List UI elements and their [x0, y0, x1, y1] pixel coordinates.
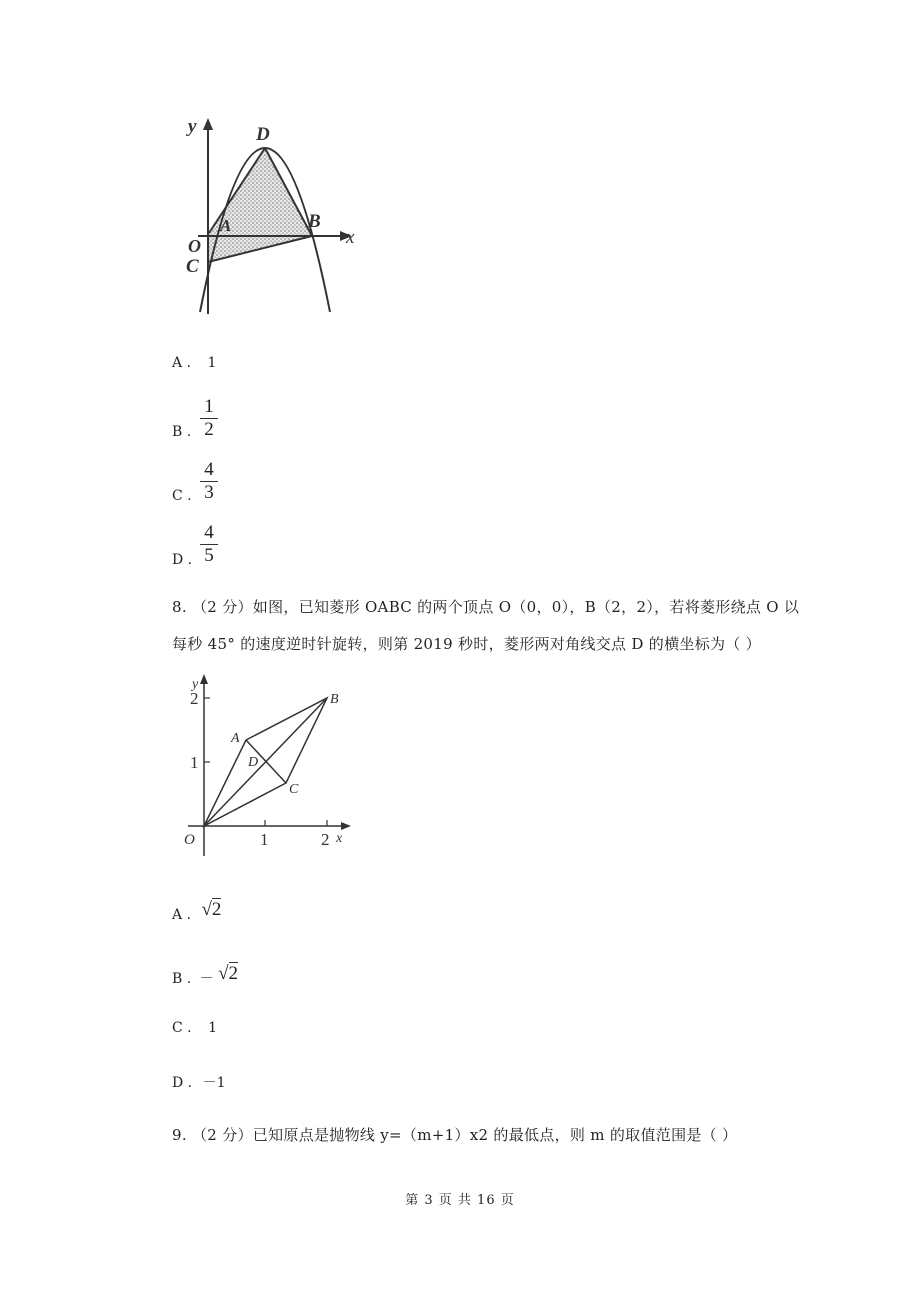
option-value: －1 — [202, 1075, 226, 1091]
label-x: x — [336, 831, 343, 846]
q7-option-b[interactable] — [172, 424, 191, 440]
option-value: 1 — [207, 355, 217, 371]
label-b: B — [308, 211, 321, 232]
label-o: O — [188, 236, 201, 256]
minus-sign: － — [199, 971, 214, 987]
label-a: A — [231, 731, 240, 746]
label-x: x — [346, 227, 355, 248]
sqrt-two — [218, 963, 238, 984]
label-y: y — [192, 677, 199, 692]
option-letter: A . — [172, 907, 192, 923]
label-y1: 1 — [190, 753, 199, 772]
label-b: B — [330, 692, 339, 707]
radicand: 2 — [228, 963, 239, 984]
q8-line-2: 每秒 45° 的速度逆时针旋转，则第 2019 秒时，菱形两对角线交点 D 的横坐标为（ ） — [172, 635, 761, 653]
label-c: C — [186, 256, 199, 277]
figure-rhombus — [170, 668, 360, 860]
y-axis-arrow — [203, 118, 213, 130]
sqrt-two — [201, 899, 221, 920]
q8-option-b[interactable] — [172, 963, 239, 989]
fraction-numerator: 4 — [204, 522, 214, 543]
label-d: D — [248, 755, 259, 770]
label-c: C — [289, 782, 299, 797]
fraction-denominator: 5 — [204, 545, 214, 566]
x-axis-arrow — [341, 822, 351, 830]
option-letter: C . — [172, 488, 192, 504]
q7-option-d[interactable] — [172, 552, 192, 568]
label-x1: 1 — [260, 830, 269, 849]
q7-option-a[interactable] — [172, 355, 216, 371]
label-y: y — [188, 116, 197, 137]
fraction-numerator: 4 — [204, 459, 214, 480]
q7-option-c[interactable] — [172, 488, 192, 504]
label-x2: 2 — [321, 830, 330, 849]
label-o: O — [184, 832, 195, 848]
option-letter: B . — [172, 971, 192, 987]
label-d: D — [256, 124, 270, 145]
q8-option-d[interactable] — [172, 1072, 226, 1092]
radicand: 2 — [211, 899, 222, 920]
fraction-one-half — [200, 397, 218, 440]
fraction-denominator: 3 — [204, 482, 214, 503]
q8-option-c[interactable] — [172, 1020, 217, 1036]
radical-sign: √ — [201, 899, 212, 920]
q8-line-1: 8. （2 分）如图，已知菱形 OABC 的两个顶点 O（0，0），B（2，2），若将菱形绕点 O 以 — [172, 598, 800, 616]
option-letter: B . — [172, 424, 192, 440]
radical-sign: √ — [218, 963, 229, 984]
q9-text: 9. （2 分）已知原点是抛物线 y=（m+1）x2 的最低点，则 m 的取值范围是（ ） — [172, 1126, 738, 1144]
fraction-four-thirds — [200, 460, 218, 503]
option-letter: C . — [172, 1020, 192, 1036]
option-letter: A . — [172, 355, 192, 371]
fraction-four-fifths — [200, 523, 218, 566]
label-a: A — [220, 216, 232, 235]
option-letter: D . — [172, 1075, 193, 1091]
q8-option-a[interactable] — [172, 899, 222, 925]
option-letter: D . — [172, 552, 193, 568]
figure-parabola-triangle — [180, 110, 355, 320]
label-y2: 2 — [190, 689, 199, 708]
fraction-numerator: 1 — [204, 396, 214, 417]
page-footer: 第 3 页 共 16 页 — [405, 1193, 515, 1208]
fraction-denominator: 2 — [204, 419, 214, 440]
y-axis-arrow — [200, 674, 208, 684]
option-value: 1 — [208, 1020, 217, 1036]
